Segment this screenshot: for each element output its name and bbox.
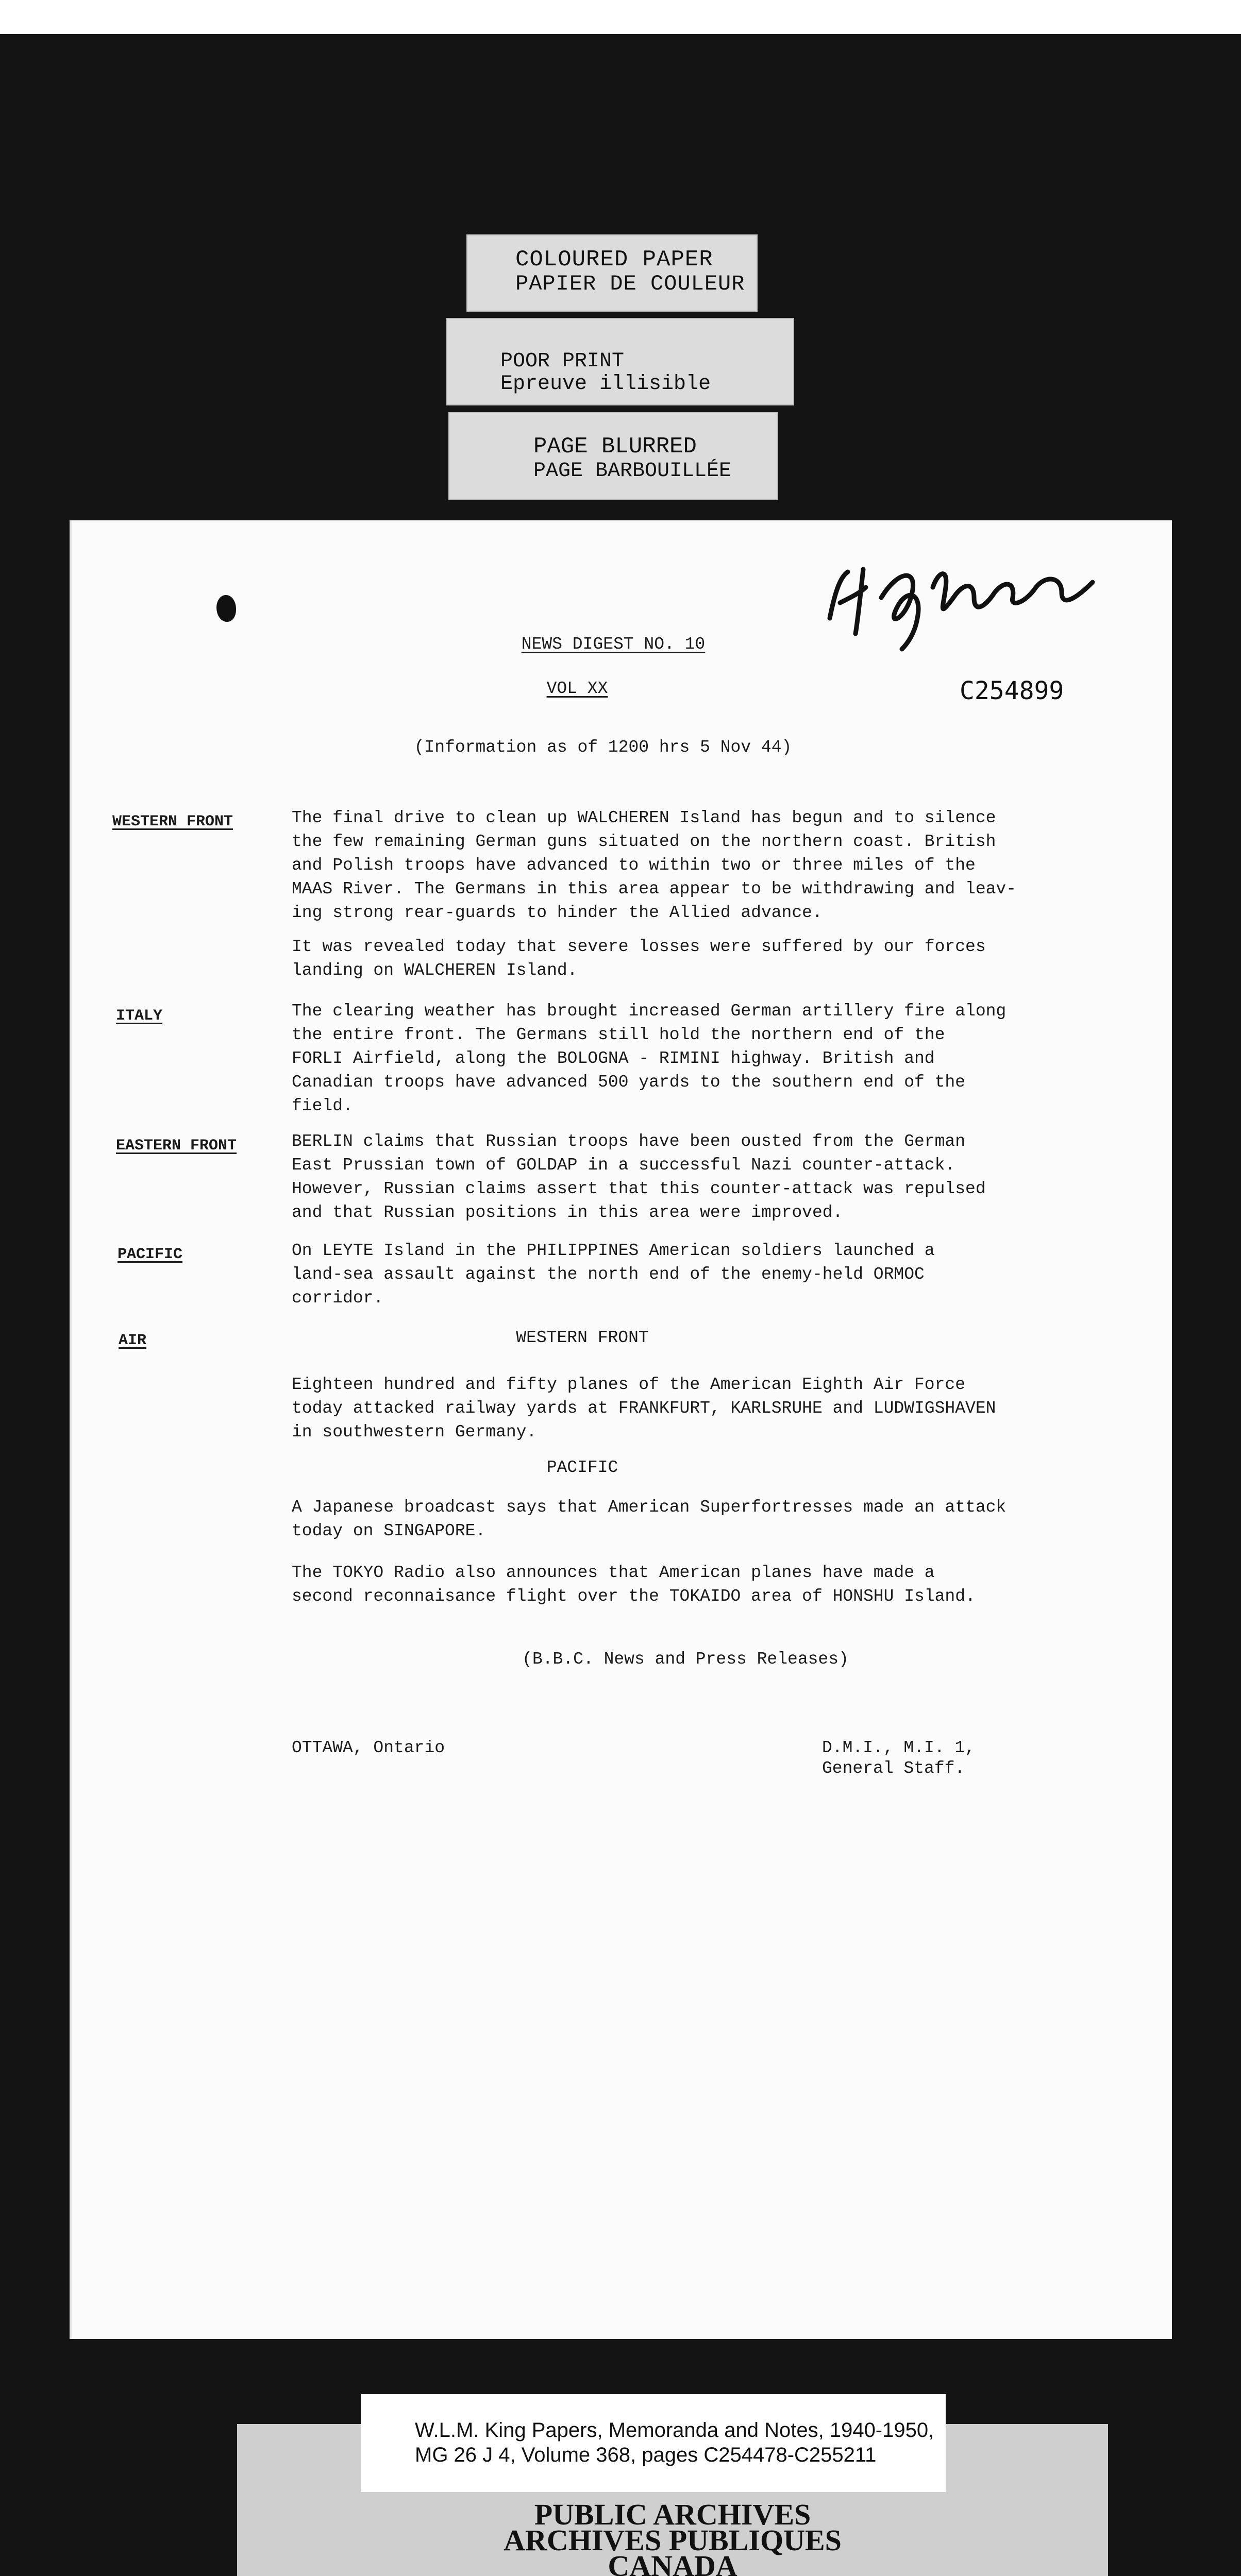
office-line-1: D.M.I., M.I. 1,: [822, 1738, 976, 1757]
ink-blot: [216, 595, 236, 622]
text-line: However, Russian claims assert that this counter-attack was repulsed: [292, 1179, 986, 1198]
label-line-fr: PAPIER DE COULEUR: [515, 272, 745, 296]
label-line-fr: Epreuve illisible: [500, 372, 711, 396]
section-label-pacific: PACIFIC: [118, 1246, 183, 1263]
archive-source-label: [361, 2394, 946, 2492]
text-line: Canadian troops have advanced 500 yards to the southern end of the: [292, 1073, 966, 1092]
text-line: It was revealed today that severe losses were suffered by our forces: [292, 937, 986, 956]
text-line: corridor.: [292, 1289, 384, 1308]
label-line-en: POOR PRINT: [500, 350, 625, 373]
text-line: On LEYTE Island in the PHILIPPINES American soldiers launched a: [292, 1241, 935, 1260]
label-line-en: COLOURED PAPER: [515, 247, 713, 273]
text-line: second reconnaisance flight over the TOKAIDO area of HONSHU Island.: [292, 1587, 976, 1606]
text-line: BERLIN claims that Russian troops have been ousted from the German: [292, 1132, 966, 1151]
stamp-line-2: ARCHIVES PUBLIQUES: [504, 2523, 842, 2557]
text-line: field.: [292, 1096, 353, 1115]
italy-paragraph: [292, 999, 1006, 1118]
source-line-2: MG 26 J 4, Volume 368, pages C254478-C255211: [415, 2444, 877, 2466]
text-line: The final drive to clean up WALCHEREN Island has begun and to silence: [292, 808, 996, 827]
air-pacific-paragraph-1: [292, 1496, 1006, 1543]
section-label-eastern-front: EASTERN FRONT: [116, 1137, 237, 1155]
text-line: MAAS River. The Germans in this area appear to be withdrawing and leav-: [292, 879, 1017, 899]
pacific-paragraph: [292, 1239, 935, 1310]
western-front-paragraph: [292, 806, 1016, 925]
page-blurred-label: [448, 412, 778, 500]
handwritten-signature: [819, 531, 1098, 665]
source-credit: (B.B.C. News and Press Releases): [522, 1650, 849, 1669]
air-western-paragraph: [292, 1373, 996, 1444]
stamp-line-1: PUBLIC ARCHIVES: [534, 2498, 811, 2531]
document-number: C254899: [960, 676, 1064, 705]
text-line: and that Russian positions in this area were improved.: [292, 1203, 843, 1222]
air-pacific-heading: PACIFIC: [546, 1458, 618, 1477]
eastern-front-paragraph: [292, 1130, 986, 1225]
section-label-western-front: WESTERN FRONT: [112, 813, 233, 831]
label-line-en: PAGE BLURRED: [533, 434, 697, 460]
western-front-paragraph-2: [292, 935, 986, 982]
label-line-fr: PAGE BARBOUILLÉE: [533, 460, 732, 483]
place-line: OTTAWA, Ontario: [292, 1738, 445, 1757]
text-line: FORLI Airfield, along the BOLOGNA - RIMINI highway. British and: [292, 1049, 935, 1068]
air-pacific-paragraph-2: [292, 1561, 976, 1608]
volume-label: VOL XX: [546, 679, 608, 698]
text-line: today attacked railway yards at FRANKFURT, KARLSRUHE and LUDWIGSHAVEN: [292, 1399, 996, 1418]
source-line-1: W.L.M. King Papers, Memoranda and Notes, 1940-1950,: [415, 2419, 934, 2442]
text-line: landing on WALCHEREN Island.: [292, 961, 578, 980]
text-line: A Japanese broadcast says that American Superfortresses made an attack: [292, 1498, 1007, 1517]
section-label-italy: ITALY: [116, 1007, 163, 1025]
section-label-air: AIR: [119, 1332, 147, 1349]
text-line: ing strong rear-guards to hinder the Allied advance.: [292, 903, 823, 922]
text-line: East Prussian town of GOLDAP in a successful Nazi counter-attack.: [292, 1156, 955, 1175]
office-line-2: General Staff.: [822, 1759, 965, 1778]
text-line: today on SINGAPORE.: [292, 1521, 486, 1540]
text-line: and Polish troops have advanced to within two or three miles of the: [292, 856, 976, 875]
text-line: The clearing weather has brought increased German artillery fire along: [292, 1002, 1007, 1021]
text-line: in southwestern Germany.: [292, 1422, 537, 1442]
text-line: the entire front. The Germans still hold the northern end of the: [292, 1025, 945, 1044]
top-margin: [0, 0, 1241, 34]
text-line: Eighteen hundred and fifty planes of the American Eighth Air Force: [292, 1375, 966, 1394]
air-western-heading: WESTERN FRONT: [516, 1328, 649, 1347]
text-line: The TOKYO Radio also announces that American planes have made a: [292, 1563, 935, 1582]
poor-print-label: [446, 318, 794, 405]
text-line: land-sea assault against the north end of the enemy-held ORMOC: [292, 1265, 925, 1284]
text-line: the few remaining German guns situated on the northern coast. British: [292, 832, 996, 851]
coloured-paper-label: [466, 234, 758, 312]
info-date: (Information as of 1200 hrs 5 Nov 44): [414, 738, 792, 757]
digest-title: NEWS DIGEST NO. 10: [521, 635, 706, 654]
stamp-line-3: CANADA: [608, 2549, 737, 2576]
